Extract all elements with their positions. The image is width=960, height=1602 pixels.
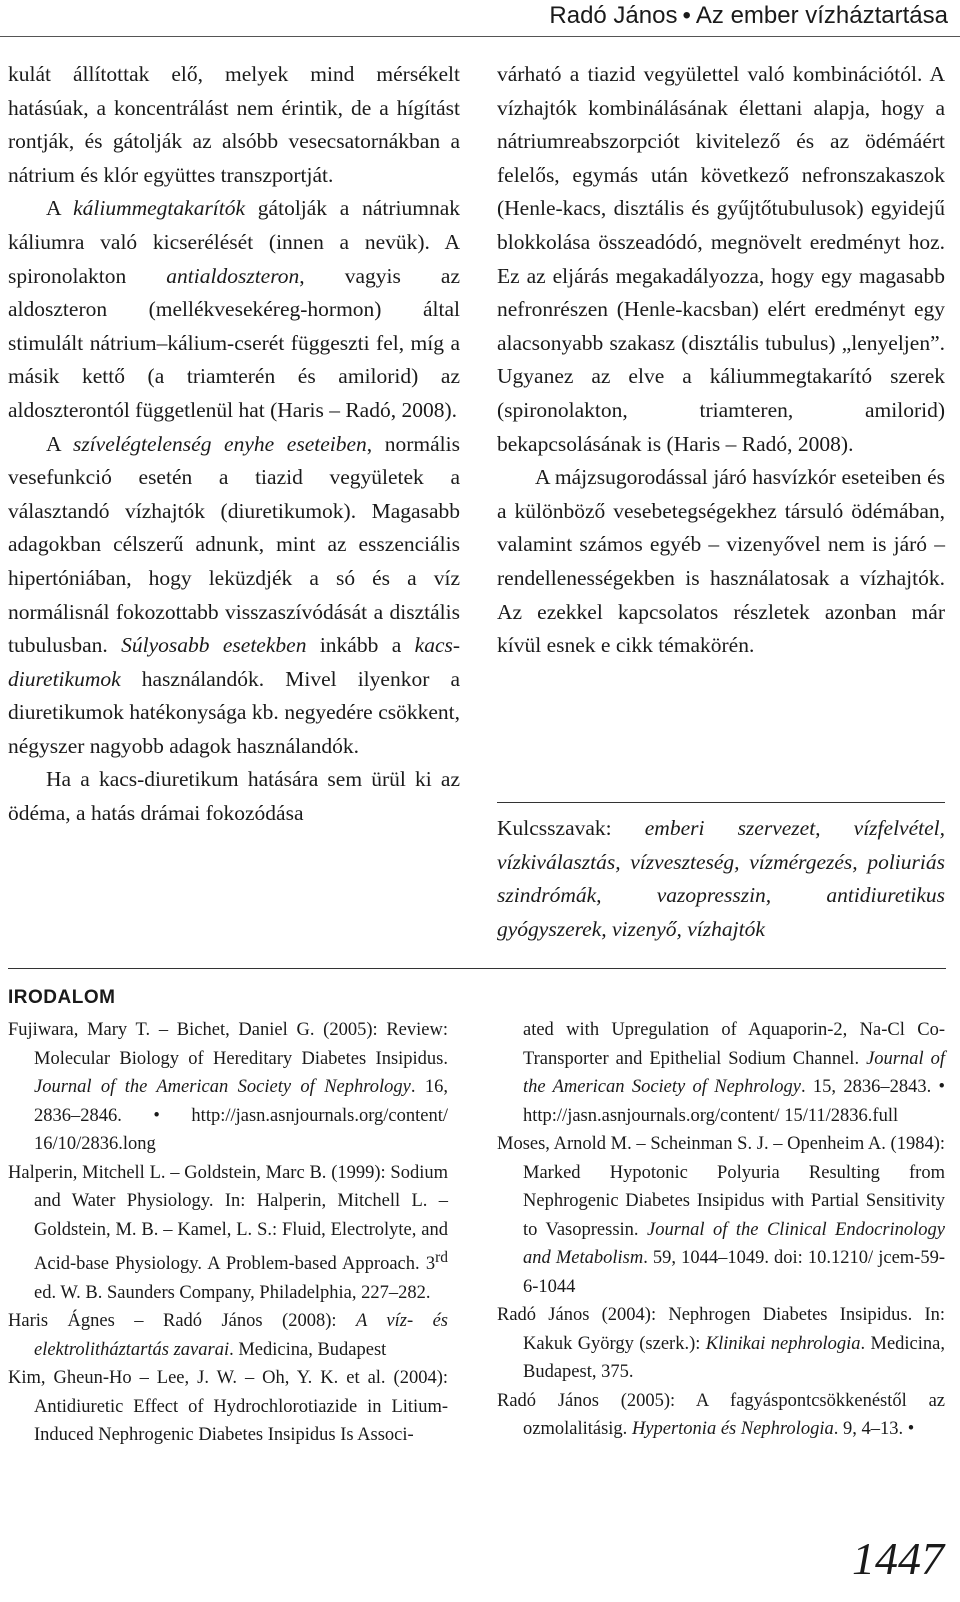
reference-item: Kim, Gheun-Ho – Lee, J. W. – Oh, Y. K. et al. (2004): Antidiuretic Effect of Hydrochlorotiazide in Litium-Induced Nephrogenic Diabetes Insipidus Is Associ- [8,1368,448,1446]
left-paragraph-1: kulát állítottak elő, melyek mind mérsékelt hatásúak, a koncentrálást nem érintik, de a hígítást rontják, és gátolják az alsóbb vesecsatornákban a nátrium és klór együttes transzportját. [8,62,460,187]
right-paragraph-2: A májzsugorodással járó hasvízkór eseteiben és a különböző vesebetegségekhez társuló ödémában, valamint számos egyéb – vizenyővel nem is járó – rendellenességekben is használatosak a vízhajtók. Az ezekkel kapcsolatos részletek azonban már kívül esnek e cikk témakörén. [497,465,945,658]
keywords [497,812,945,946]
term-sulyosabb: Súlyosabb esetekben [121,633,307,658]
keywords-text: emberi szervezet, vízfelvétel, vízkiválasztás, vízveszteség, vízmérgezés, poliuriás szindrómák, vazopresszin, antidiuretikus gyógyszerek, vizenyő, vízhajtók [497,816,945,941]
reference-item-continued: ated with Upregulation of Aquaporin-2, Na-Cl Co-Transporter and Epithelial Sodium Channel. Journal of the American Society of Nephrology. 15, 2836–2843. • http://jasn.asnjournals.org/content/ 15/11/2836.full [523,1020,945,1126]
references-left-column [8,1016,448,1450]
header-separator: • [682,2,691,29]
right-column [497,58,945,663]
header-rule [0,36,960,37]
references-right-column [497,1016,945,1444]
term-antialdoszteron: antialdoszteron [166,263,300,288]
term-kaliummegtakaritok: káliummegtakarítók [73,196,246,221]
reference-item: Radó János (2005): A fagyáspontcsökkenéstől az ozmolalitásig. Hypertonia és Nephrologia. 9, 4–13. • [497,1390,945,1439]
right-paragraph-1: várható a tiazid vegyülettel való kombinációtól. A vízhajtók kombinálásának élettani alapja, hogy a nátriumreabszorpciót kivitelező és az ödémáért felelős, egymás után következő nefronszakaszok (Henle-kacs, disztális és gyűjtőtubulusok) egyidejű blokkolása összeadódó, megnövelt eredményt hoz. Ez az eljárás megakadályozza, hogy egy magasabb nefronrészen (Henle-kacsban) elért eredményt egy alacsonyabb szakasz (disztális tubulus) „lenyeljen”. Ugyanez az elve a káliummegtakarító szerek (spironolakton, triamteren, amilorid) bekapcsolásának is (Haris – Radó, 2008). [497,62,945,456]
references-title: IRODALOM [8,987,116,1008]
header-author: Radó János [549,2,678,29]
term-kacs-diuretikumok: kacs-diuretikumok [8,633,461,691]
reference-item: Moses, Arnold M. – Scheinman S. J. – Openheim A. (1984): Marked Hypotonic Polyuria Resulting from Nephrogenic Diabetes Insipidus with Partial Sensitivity to Vasopressin. Journal of the Clinical Endocrinology and Metabolism. 59, 1044–1049. doi: 10.1210/ jcem-59-6-1044 [497,1134,946,1297]
left-paragraph-4: Ha a kacs-diuretikum hatására sem ürül ki az ödéma, a hatás drámai fokozódása [8,767,460,826]
page-number: 1447 [852,1533,944,1584]
references-divider [8,968,946,969]
header-title: Az ember vízháztartása [695,2,948,29]
left-column [8,58,460,831]
left-paragraph-2: A káliummegtakarítók gátolják a nátriumnak káliumra való kicserélését (innen a nevük). A spironolakton antialdoszteron, vagyis az aldoszteron (mellékvesekéreg-hormon) által stimulált nátrium–kálium-cserét függeszti fel, míg a másik kettő (a triamterén és amilorid) az aldoszterontól függetlenül hat (Haris – Radó, 2008). [8,196,461,422]
reference-item: Fujiwara, Mary T. – Bichet, Daniel G. (2005): Review: Molecular Biology of Hereditary Diabetes Insipidus. Journal of the American Society of Nephrology. 16, 2836–2846. • http://jasn.asnjournals.org/content/ 16/10/2836.long [8,1020,449,1154]
reference-item: Halperin, Mitchell L. – Goldstein, Marc B. (1999): Sodium and Water Physiology. In: Halperin, Mitchell L. – Goldstein, M. B. – Kamel, L. S.: Fluid, Electrolyte, and Acid-base Physiology. A Problem-based Approach. 3rd ed. W. B. Saunders Company, Philadelphia, 227–282. [8,1162,448,1303]
term-szivelegtelenseg: szívelégtelenség enyhe eseteiben [72,431,367,456]
reference-item: Haris Ágnes – Radó János (2008): A víz- és elektrolitháztartás zavarai. Medicina, Budapest [8,1311,448,1360]
keywords-label: Kulcsszavak: [497,816,645,840]
reference-item: Radó János (2004): Nephrogen Diabetes Insipidus. In: Kakuk György (szerk.): Klinikai nephrologia. Medicina, Budapest, 375. [497,1305,945,1382]
keywords-divider [497,802,945,803]
left-paragraph-3: A szívelégtelenség enyhe eseteiben, normális vesefunkció esetén a tiazid vegyületek a választandó vízhajtók (diuretikumok). Magasabb adagokban célszerű adnunk, mint az esszenciális hipertóniában, hogy leküzdjék a só és a víz normálisnál fokozottabb visszaszívódását a disztális tubulusban. Súlyosabb esetekben inkább a kacs-diuretikumok használandók. Mivel ilyenkor a diuretikumok hatékonysága kb. negyedére csökkent, négyszer nagyobb adagok használandók. [8,431,461,758]
running-header [549,0,948,36]
